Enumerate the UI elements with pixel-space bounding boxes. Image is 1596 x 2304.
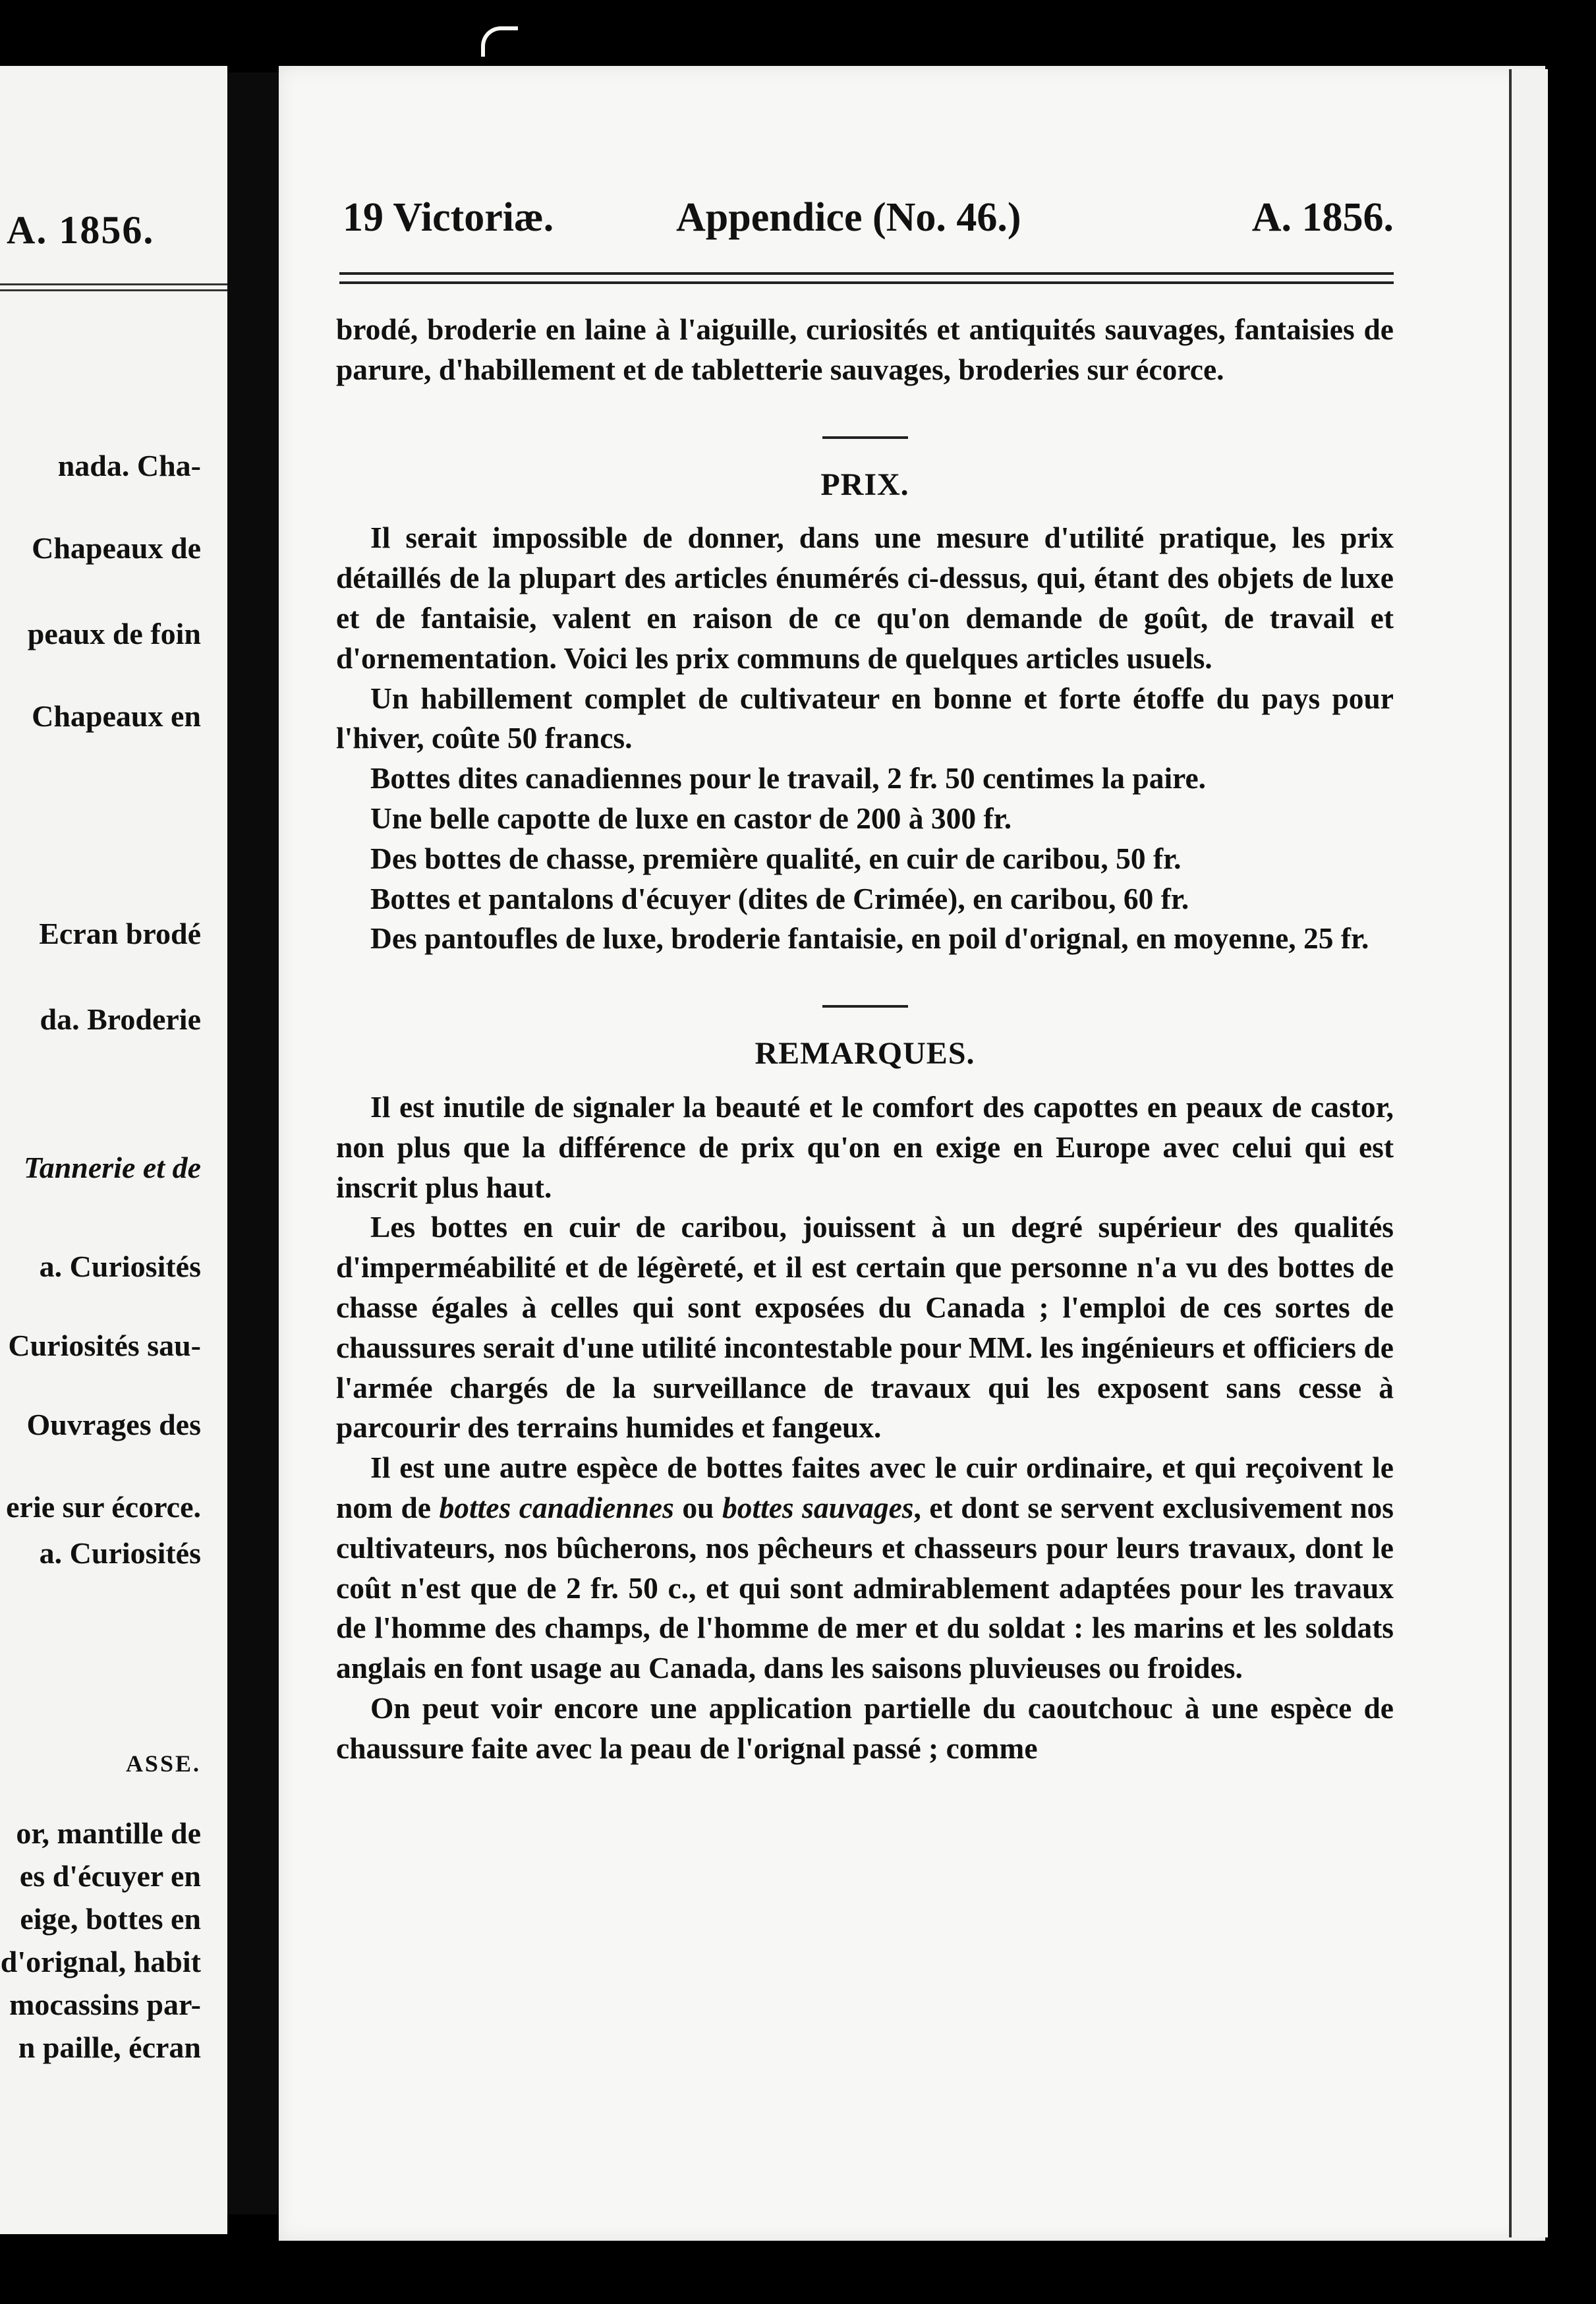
prix-heading: PRIX. xyxy=(820,467,909,502)
remarques-paragraph: Les bottes en cuir de caribou, jouissent à un degré supérieur des qualités d'imperméabilité et de légèreté, et il est certain que personne n'a vu des bottes de chasse égales à celles qui sont exposées du Canada ; l'emploi de ces sortes de chaussures serait d'une utilité incontestable pour MM. les ingénieurs et officiers de l'armée chargés de la surveillance de travaux qui les exposent sans cesse à parcourir des terrains humides et fangeux. xyxy=(336,1210,1394,1445)
running-head-left: 19 Victoriæ. xyxy=(343,195,554,240)
facing-page-line: mocassins par- xyxy=(9,1988,201,2021)
prix-paragraph: Un habillement complet de cultivateur en bonne et forte étoffe du pays pour l'hiver, coûte 50 francs. xyxy=(336,681,1394,755)
text-run: Il est une autre espèce de bottes faites avec le cuir ordinaire, et qui reçoivent le nom de xyxy=(336,1451,1394,1524)
facing-page-line: Chapeaux en xyxy=(32,699,201,733)
italic-term: bottes sauvages xyxy=(722,1490,914,1524)
book-gutter xyxy=(227,72,279,2214)
section-divider xyxy=(822,436,908,439)
text-run: , et dont se servent exclusivement nos cultivateurs, nos bûcherons, nos pêcheurs et chasseurs pour leurs travaux, dont le coût n'est que de 2 fr. 50 c., et qui sont admirablement adaptées pour les travaux de l'homme des champs, de l'homme de mer et du soldat : les marins et les soldats anglais en font usage au Canada, dans les saisons pluvieuses ou froides. xyxy=(336,1490,1394,1685)
prix-paragraph: Il serait impossible de donner, dans une mesure d'utilité pratique, les prix détaillés de la plupart des articles énumérés ci-dessus, qui, étant des objets de luxe et de fantaisie, valent en raison de ce qu'on demande de goût, de travail et d'ornementation. Voici les prix communs de quelques articles usuels. xyxy=(336,521,1394,675)
prix-paragraph: Une belle capotte de luxe en castor de 200 à 300 fr. xyxy=(370,801,1012,835)
facing-page-line: d'orignal, habit xyxy=(0,1945,201,1978)
prix-paragraph: Bottes et pantalons d'écuyer (dites de Crimée), en caribou, 60 fr. xyxy=(370,881,1189,915)
facing-page-line: Chapeaux de xyxy=(32,531,201,565)
facing-page-line: or, mantille de xyxy=(16,1816,201,1850)
facing-page-line: es d'écuyer en xyxy=(19,1859,201,1893)
header-rule xyxy=(339,272,1394,284)
running-head-center: Appendice (No. 46.) xyxy=(676,195,1021,240)
prix-paragraph: Bottes dites canadiennes pour le travail, 2 fr. 50 centimes la paire. xyxy=(370,761,1207,795)
facing-page-rule xyxy=(0,283,227,291)
prix-paragraph: Des bottes de chasse, première qualité, en cuir de caribou, 50 fr. xyxy=(370,841,1182,875)
facing-page-line: da. Broderie xyxy=(40,1002,201,1036)
running-head-right: A. 1856. xyxy=(1251,195,1394,240)
facing-page-line: erie sur écorce. xyxy=(6,1490,201,1524)
page-body xyxy=(336,310,1394,1769)
section-divider xyxy=(822,1005,908,1008)
remarques-paragraph xyxy=(336,1448,1394,1688)
facing-page-line: Ouvrages des xyxy=(26,1408,201,1441)
facing-page-line: n paille, écran xyxy=(18,2030,201,2064)
facing-page xyxy=(0,66,227,2234)
remarques-heading: REMARQUES. xyxy=(755,1036,975,1072)
remarques-paragraph: On peut voir encore une application partielle du caoutchouc à une espèce de chaussure faite avec la peau de l'orignal passé ; comme xyxy=(336,1690,1394,1765)
facing-page-line: nada. Cha- xyxy=(57,449,201,482)
facing-page-line: Curiosités sau- xyxy=(8,1329,201,1362)
prix-paragraph: Des pantoufles de luxe, broderie fantaisie, en poil d'orignal, en moyenne, 25 fr. xyxy=(370,921,1369,956)
scan-mark xyxy=(481,26,518,57)
facing-page-line: Ecran brodé xyxy=(39,917,201,950)
facing-page-header: A. 1856. xyxy=(7,208,155,252)
facing-page-line: a. Curiosités xyxy=(39,1536,201,1570)
text-run: ou xyxy=(673,1490,722,1524)
page-edge xyxy=(1509,69,1548,2237)
facing-page-line: eige, bottes en xyxy=(20,1902,201,1936)
italic-term: bottes canadiennes xyxy=(439,1490,674,1524)
facing-page-line: Tannerie et de xyxy=(23,1151,201,1184)
intro-paragraph: brodé, broderie en laine à l'aiguille, curiosités et antiquités sauvages, fantaisies de parure, d'habillement et de tabletterie sauvages, broderies sur écorce. xyxy=(336,312,1394,386)
facing-page-line: ASSE. xyxy=(125,1750,201,1777)
facing-page-line: peaux de foin xyxy=(27,617,201,650)
facing-page-line: a. Curiosités xyxy=(39,1250,201,1283)
remarques-paragraph: Il est inutile de signaler la beauté et le comfort des capottes en peaux de castor, non plus que la différence de prix qu'on en exige en Europe avec celui qui est inscrit plus haut. xyxy=(336,1089,1394,1204)
